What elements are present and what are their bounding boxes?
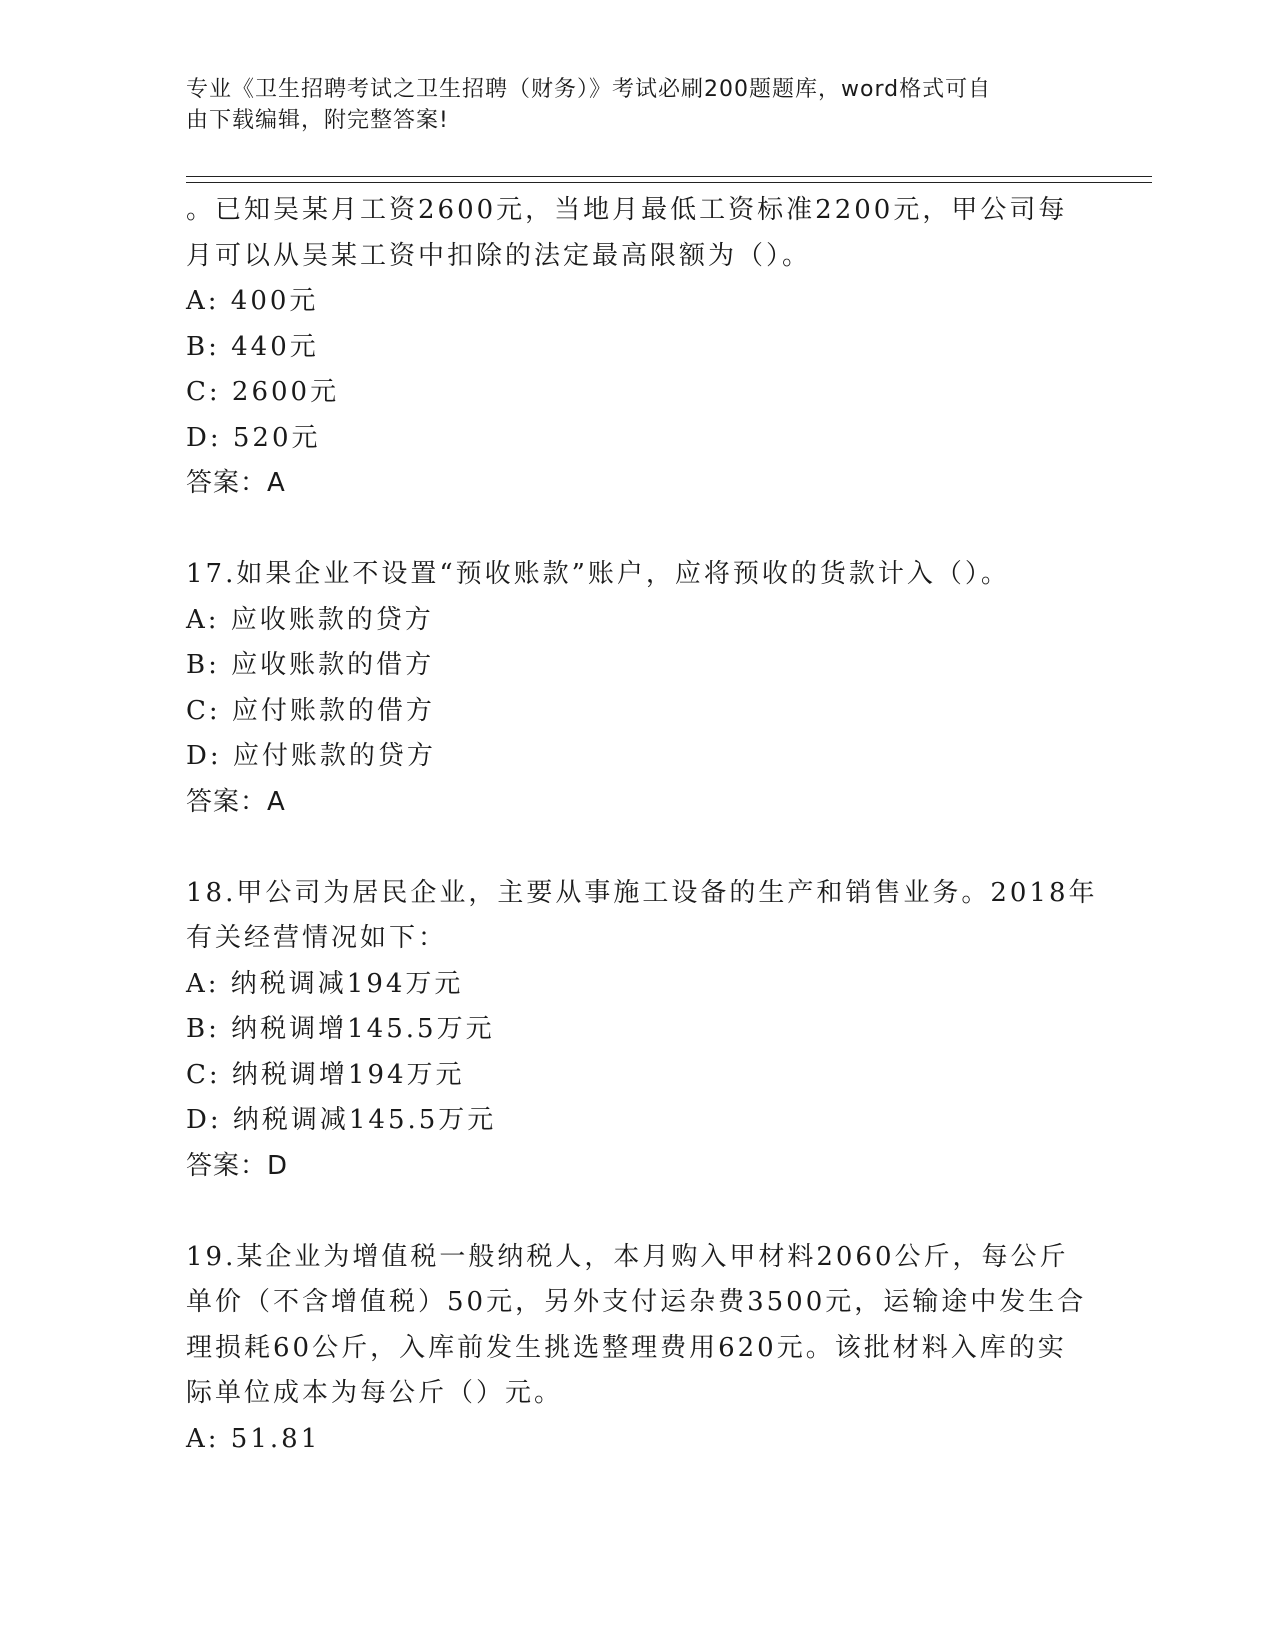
question-17-answer: 答案：A [186, 786, 286, 817]
question-19-text-line-3: 理损耗60公斤，入库前发生挑选整理费用620元。该批材料入库的实 [186, 1332, 1067, 1363]
question-19-text-line-2: 单价（不含增值税）50元，另外支付运杂费3500元，运输途中发生合 [186, 1287, 1087, 1317]
document-header [186, 74, 1086, 136]
question-18 [186, 871, 1166, 1190]
question-16-option-a: A: 400元 [186, 286, 319, 316]
question-18-option-d: D: 纳税调减145.5万元 [186, 1105, 497, 1135]
spacer [186, 507, 1166, 553]
question-18-answer: 答案：D [186, 1150, 289, 1181]
question-16-answer: 答案：A [186, 468, 286, 498]
question-17-option-b: B: 应收账款的借方 [186, 650, 435, 680]
question-17-option-a: A: 应收账款的贷方 [186, 604, 434, 635]
header-line-2: 由下载编辑，附完整答案! [186, 108, 449, 133]
question-list [186, 188, 1166, 1462]
spacer [186, 825, 1166, 871]
question-16-option-c: C: 2600元 [186, 377, 340, 407]
question-19-option-a: A: 51.81 [186, 1423, 321, 1454]
question-18-option-a: A: 纳税调减194万元 [186, 968, 464, 999]
question-17 [186, 552, 1166, 825]
question-16 [186, 188, 1166, 507]
question-17-text-line-1: 17.如果企业不设置“预收账款”账户，应将预收的货款计入（）。 [186, 559, 1010, 589]
question-19-text-line-4: 际单位成本为每公斤（）元。 [186, 1378, 564, 1408]
question-16-option-b: B: 440元 [186, 331, 319, 362]
question-16-text-line-2: 月可以从吴某工资中扣除的法定最高限额为（）。 [186, 240, 812, 271]
question-19 [186, 1235, 1166, 1463]
question-18-text-line-1: 18.甲公司为居民企业，主要从事施工设备的生产和销售业务。2018年 [186, 877, 1098, 908]
question-18-text-line-2: 有关经营情况如下： [186, 923, 448, 953]
header-line-1: 专业《卫生招聘考试之卫生招聘（财务）》考试必刷200题题库，word格式可自 [186, 77, 992, 102]
question-16-text-line-1: 。已知吴某月工资2600元，当地月最低工资标准2200元，甲公司每 [186, 195, 1068, 225]
question-18-option-c: C: 纳税调增194万元 [186, 1059, 465, 1090]
header-divider-top [186, 176, 1152, 177]
spacer [186, 1189, 1166, 1235]
header-divider-bottom [186, 182, 1152, 183]
question-17-option-d: D: 应付账款的贷方 [186, 741, 436, 771]
question-16-option-d: D: 520元 [186, 422, 321, 453]
question-18-option-b: B: 纳税调增145.5万元 [186, 1014, 495, 1044]
question-19-text-line-1: 19.某企业为增值税一般纳税人，本月购入甲材料2060公斤，每公斤 [186, 1241, 1069, 1272]
question-17-option-c: C: 应付账款的借方 [186, 695, 435, 726]
